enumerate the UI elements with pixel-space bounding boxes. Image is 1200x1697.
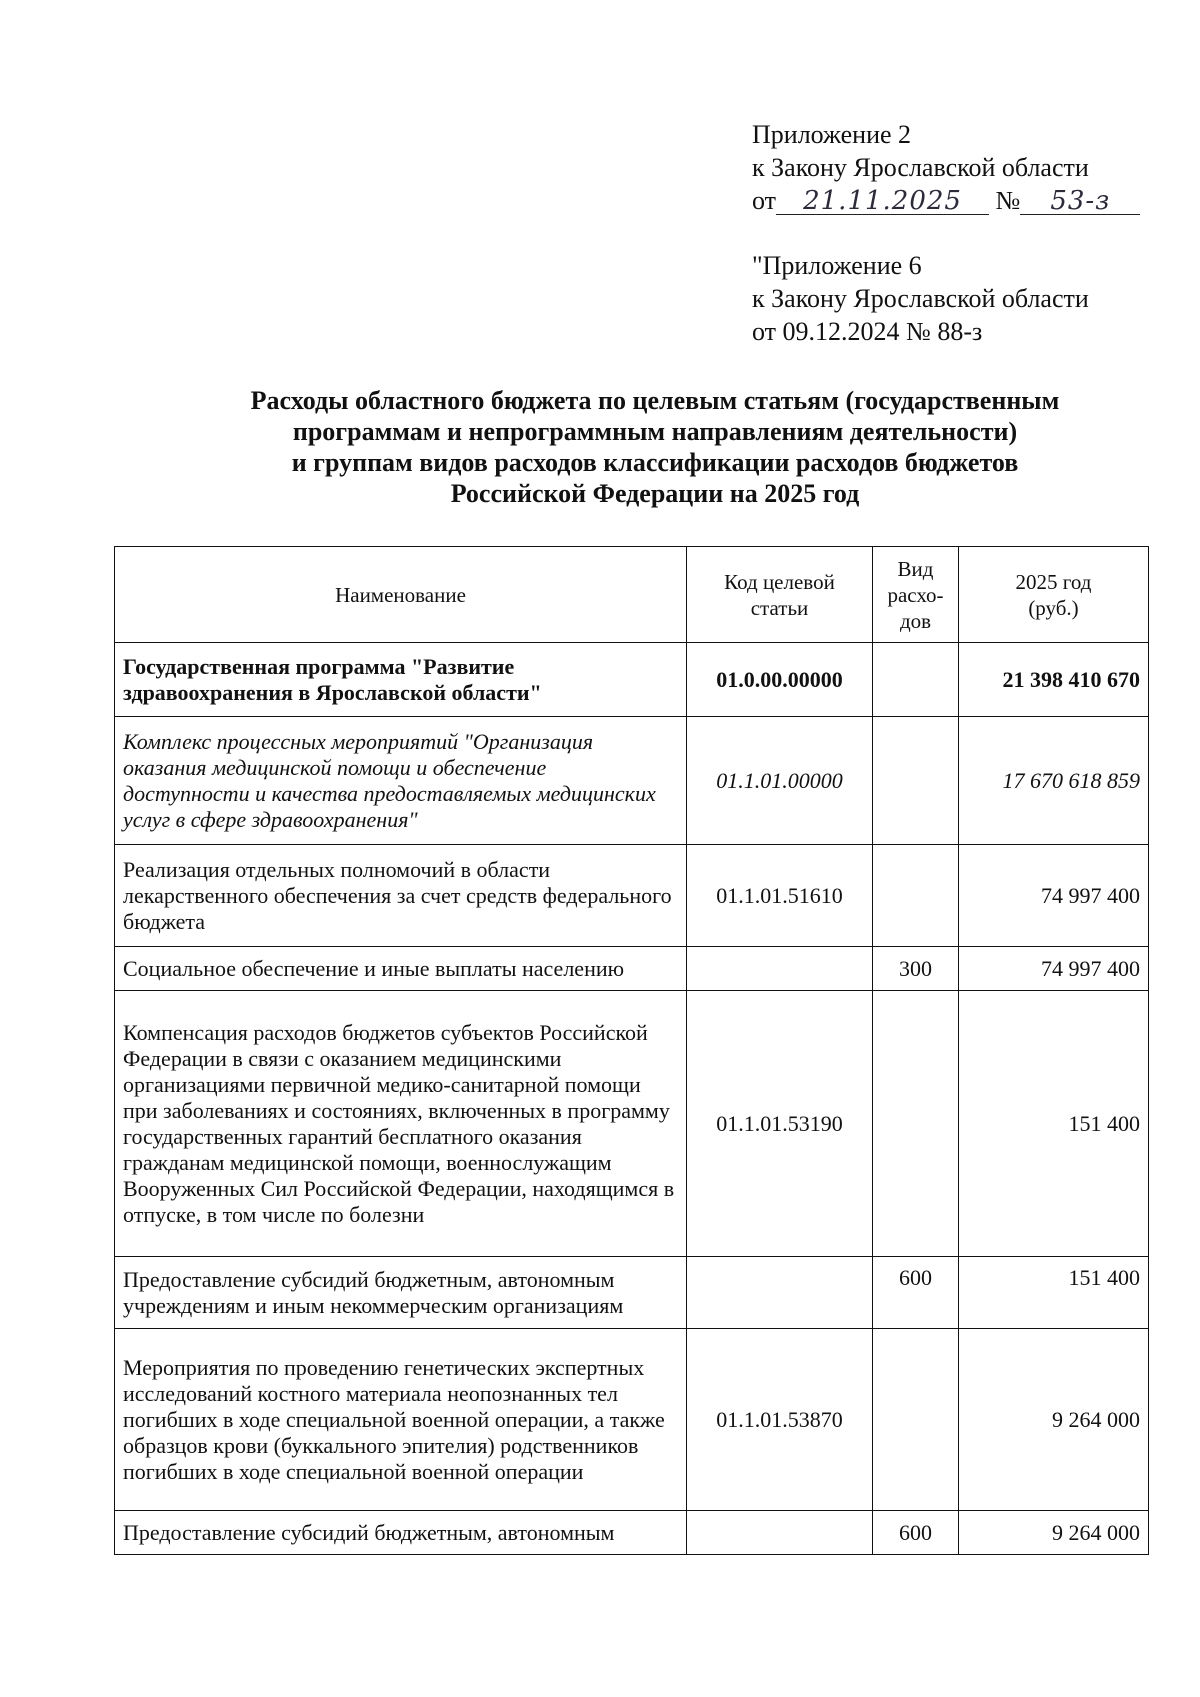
row-name: Предоставление субсидий бюджетным, автономным bbox=[115, 1511, 687, 1555]
row-kind: 300 bbox=[873, 947, 959, 991]
row-sum: 9 264 000 bbox=[959, 1511, 1149, 1555]
table-row bbox=[115, 643, 1149, 717]
row-name: Комплекс процессных мероприятий "Организация оказания медицинской помощи и обеспечение доступности и качества предоставляемых медицинских услуг в сфере здравоохранения" bbox=[115, 717, 687, 845]
number-sign: № bbox=[995, 186, 1021, 215]
handwritten-number: 53-з bbox=[1020, 188, 1140, 215]
row-kind bbox=[873, 717, 959, 845]
table-row bbox=[115, 717, 1149, 845]
row-name: Социальное обеспечение и иные выплаты населению bbox=[115, 947, 687, 991]
table-row bbox=[115, 947, 1149, 991]
handwritten-date: 21.11.2025 bbox=[776, 188, 989, 215]
date-prefix: от bbox=[752, 186, 777, 215]
appendix-header bbox=[752, 118, 1140, 217]
column-header-name: Наименование bbox=[115, 547, 687, 643]
row-name: Государственная программа "Развитие здравоохранения в Ярославской области" bbox=[115, 643, 687, 717]
prev-appendix-number: "Приложение 6 bbox=[752, 251, 922, 280]
row-sum: 151 400 bbox=[959, 991, 1149, 1257]
appendix-law: к Закону Ярославской области bbox=[752, 153, 1089, 182]
previous-appendix-header bbox=[752, 249, 1089, 348]
row-name: Предоставление субсидий бюджетным, автономным учреждениям и иным некоммерческим организациям bbox=[115, 1257, 687, 1329]
row-code: 01.1.01.51610 bbox=[687, 845, 873, 947]
row-kind: 600 bbox=[873, 1511, 959, 1555]
row-kind bbox=[873, 845, 959, 947]
row-kind bbox=[873, 643, 959, 717]
table-row bbox=[115, 1511, 1149, 1555]
table-header-row bbox=[115, 547, 1149, 643]
row-name: Реализация отдельных полномочий в области лекарственного обеспечения за счет средств федерального бюджета bbox=[115, 845, 687, 947]
title-line-2: программам и непрограммным направлениям деятельности) bbox=[292, 417, 1018, 446]
column-header-kind: Вид расхо- дов bbox=[873, 547, 959, 643]
document-title bbox=[110, 385, 1200, 509]
row-sum: 21 398 410 670 bbox=[959, 643, 1149, 717]
row-code: 01.1.01.53190 bbox=[687, 991, 873, 1257]
appendix-date-line bbox=[752, 184, 1140, 217]
table-row bbox=[115, 845, 1149, 947]
row-sum: 17 670 618 859 bbox=[959, 717, 1149, 845]
table-row bbox=[115, 1329, 1149, 1511]
row-kind bbox=[873, 991, 959, 1257]
row-code bbox=[687, 1257, 873, 1329]
appendix-number: Приложение 2 bbox=[752, 120, 912, 149]
table-row bbox=[115, 991, 1149, 1257]
row-code bbox=[687, 947, 873, 991]
row-kind: 600 bbox=[873, 1257, 959, 1329]
row-name: Компенсация расходов бюджетов субъектов Российской Федерации в связи с оказанием медицинскими организациями первичной медико-санитарной помощи при заболеваниях и состояниях, включенных в программу государственных гарантий бесплатного оказания гражданам медицинской помощи, военнослужащим Вооруженных Сил Российской Федерации, находящимся в отпуске, в том числе по болезни bbox=[115, 991, 687, 1257]
title-line-4: Российской Федерации на 2025 год bbox=[450, 479, 860, 508]
prev-appendix-date-line: от 09.12.2024 № 88-з bbox=[752, 317, 983, 346]
row-code: 01.1.01.00000 bbox=[687, 717, 873, 845]
row-sum: 74 997 400 bbox=[959, 947, 1149, 991]
row-code: 01.0.00.00000 bbox=[687, 643, 873, 717]
table-row bbox=[115, 1257, 1149, 1329]
budget-table bbox=[114, 546, 1149, 1555]
column-header-sum: 2025 год (руб.) bbox=[959, 547, 1149, 643]
column-header-code: Код целевой статьи bbox=[687, 547, 873, 643]
row-sum: 74 997 400 bbox=[959, 845, 1149, 947]
row-sum: 9 264 000 bbox=[959, 1329, 1149, 1511]
row-code bbox=[687, 1511, 873, 1555]
row-code: 01.1.01.53870 bbox=[687, 1329, 873, 1511]
title-line-1: Расходы областного бюджета по целевым статьям (государственным bbox=[250, 386, 1060, 415]
row-sum: 151 400 bbox=[959, 1257, 1149, 1329]
row-name: Мероприятия по проведению генетических экспертных исследований костного материала неопознанных тел погибших в ходе специальной военной операции, а также образцов крови (буккального эпителия) родственников погибших в ходе специальной военной операции bbox=[115, 1329, 687, 1511]
row-kind bbox=[873, 1329, 959, 1511]
title-line-3: и группам видов расходов классификации расходов бюджетов bbox=[291, 448, 1019, 477]
prev-appendix-law: к Закону Ярославской области bbox=[752, 284, 1089, 313]
